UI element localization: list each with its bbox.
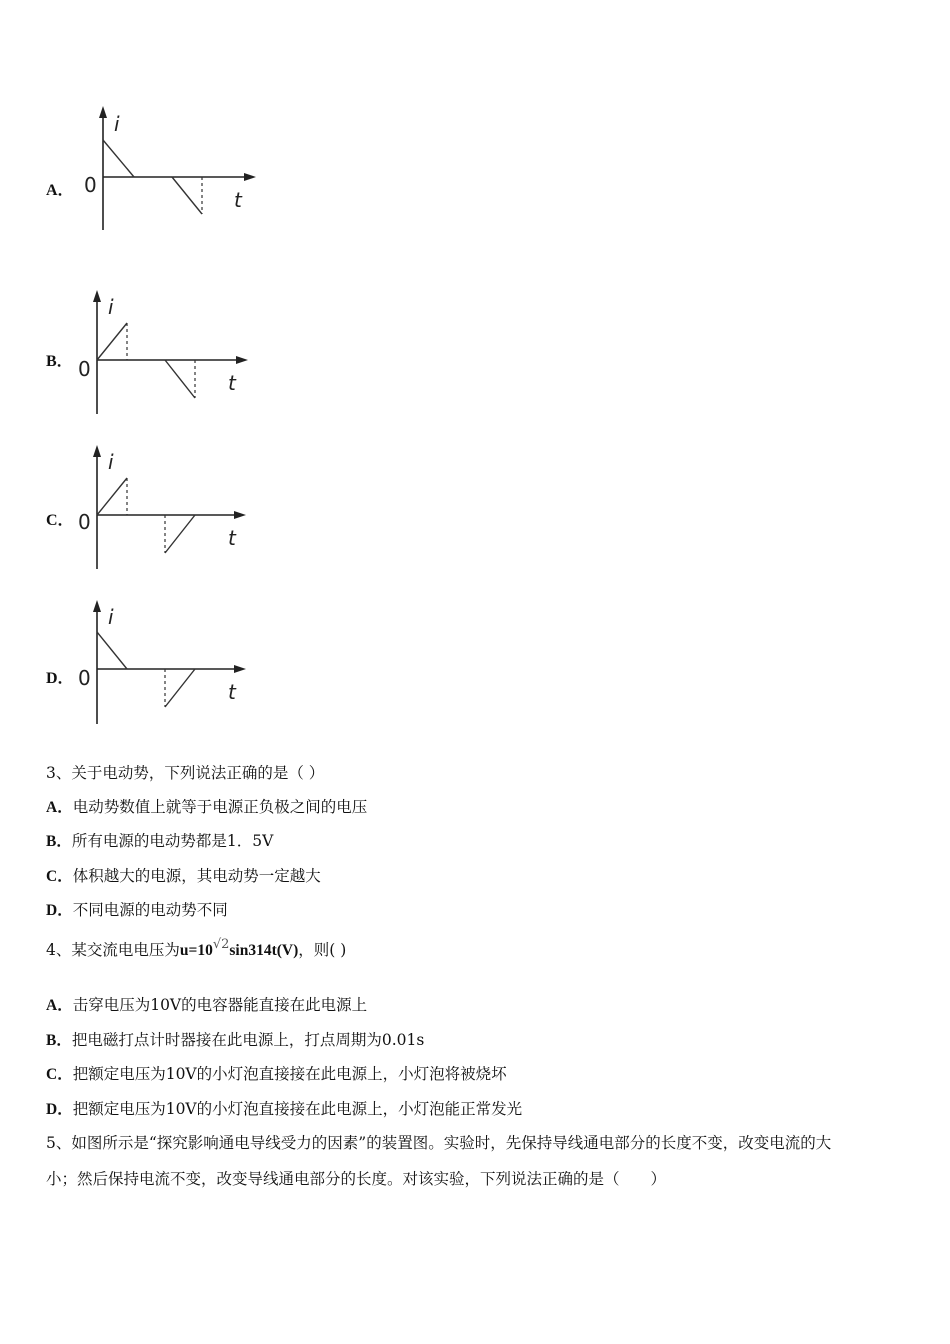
q4-option-a-label: A． bbox=[46, 997, 73, 1014]
t-axis-label: t bbox=[228, 371, 236, 395]
q3-option-b-label: B． bbox=[46, 833, 72, 850]
q4-stem-post: ，则( ) bbox=[298, 941, 347, 959]
sqrt-2: √2 bbox=[212, 937, 230, 952]
q4-formula-b: sin314t(V) bbox=[229, 942, 299, 959]
option-a-graph bbox=[78, 104, 268, 234]
positive-segment bbox=[97, 478, 127, 515]
q3-option-c-label: C． bbox=[46, 868, 73, 885]
q4-option-d[interactable] bbox=[46, 1097, 522, 1119]
option-a-label[interactable]: A． bbox=[46, 182, 74, 199]
option-c-label[interactable]: C． bbox=[46, 512, 74, 529]
i-axis-label: i bbox=[108, 605, 114, 629]
negative-segment bbox=[165, 669, 195, 707]
q3-option-b-text: 所有电源的电动势都是1．5V bbox=[71, 832, 274, 850]
option-b-label[interactable]: B． bbox=[46, 353, 73, 370]
option-b-graph bbox=[72, 288, 262, 418]
positive-segment bbox=[103, 140, 134, 177]
i-axis-label: i bbox=[114, 112, 120, 136]
q3-option-d[interactable] bbox=[46, 898, 228, 920]
y-axis-arrow-icon bbox=[99, 106, 107, 118]
q4-option-a-text: 击穿电压为10V的电容器能直接在此电源上 bbox=[72, 996, 368, 1014]
q3-option-d-text: 不同电源的电动势不同 bbox=[72, 901, 228, 919]
x-axis-arrow-icon bbox=[234, 665, 246, 673]
q4-formula-a: u=10 bbox=[179, 942, 213, 959]
q4-option-d-text: 把额定电压为10V的小灯泡直接接在此电源上，小灯泡能正常发光 bbox=[72, 1100, 523, 1118]
q3-option-d-label: D． bbox=[46, 902, 73, 919]
q5-stem-line2: 小；然后保持电流不变，改变导线通电部分的长度。对该实验，下列说法正确的是（ ） bbox=[46, 1170, 667, 1188]
q4-stem-pre: 4、某交流电电压为 bbox=[46, 941, 180, 959]
q3-option-a[interactable] bbox=[46, 795, 367, 817]
negative-segment bbox=[172, 177, 202, 214]
q4-option-a[interactable] bbox=[46, 993, 367, 1015]
q4-stem bbox=[46, 938, 346, 960]
q3-option-a-text: 电动势数值上就等于电源正负极之间的电压 bbox=[72, 798, 368, 816]
origin-label: 0 bbox=[78, 357, 91, 381]
negative-segment bbox=[165, 515, 195, 553]
q5-stem-line1: 5、如图所示是“探究影响通电导线受力的因素”的装置图。实验时，先保持导线通电部分的长度不变，改变电流的大 bbox=[46, 1134, 832, 1152]
q3-option-c[interactable] bbox=[46, 864, 321, 886]
q3-stem: 3、关于电动势，下列说法正确的是（ ） bbox=[46, 764, 325, 782]
x-axis-arrow-icon bbox=[244, 173, 256, 181]
origin-label: 0 bbox=[84, 173, 97, 197]
q4-option-b-text: 把电磁打点计时器接在此电源上，打点周期为0.01s bbox=[71, 1031, 425, 1049]
option-d-label[interactable]: D． bbox=[46, 670, 74, 687]
option-d-graph bbox=[72, 598, 262, 728]
option-c-graph bbox=[72, 443, 262, 573]
q4-option-c[interactable] bbox=[46, 1062, 507, 1084]
q4-option-c-label: C． bbox=[46, 1066, 73, 1083]
t-axis-label: t bbox=[228, 526, 236, 550]
origin-label: 0 bbox=[78, 510, 91, 534]
negative-segment bbox=[165, 360, 195, 398]
x-axis-arrow-icon bbox=[234, 511, 246, 519]
t-axis-label: t bbox=[234, 188, 242, 212]
q3-option-b[interactable] bbox=[46, 829, 273, 851]
q4-option-d-label: D． bbox=[46, 1101, 73, 1118]
positive-segment bbox=[97, 323, 127, 360]
origin-label: 0 bbox=[78, 666, 91, 690]
q3-option-c-text: 体积越大的电源，其电动势一定越大 bbox=[72, 867, 321, 885]
y-axis-arrow-icon bbox=[93, 600, 101, 612]
q4-option-c-text: 把额定电压为10V的小灯泡直接接在此电源上，小灯泡将被烧坏 bbox=[72, 1065, 507, 1083]
q4-option-b[interactable] bbox=[46, 1028, 424, 1050]
y-axis-arrow-icon bbox=[93, 445, 101, 457]
x-axis-arrow-icon bbox=[236, 356, 248, 364]
y-axis-arrow-icon bbox=[93, 290, 101, 302]
positive-segment bbox=[97, 632, 127, 669]
t-axis-label: t bbox=[228, 680, 236, 704]
q4-option-b-label: B． bbox=[46, 1032, 72, 1049]
q3-option-a-label: A． bbox=[46, 799, 73, 816]
i-axis-label: i bbox=[108, 450, 114, 474]
i-axis-label: i bbox=[108, 295, 114, 319]
